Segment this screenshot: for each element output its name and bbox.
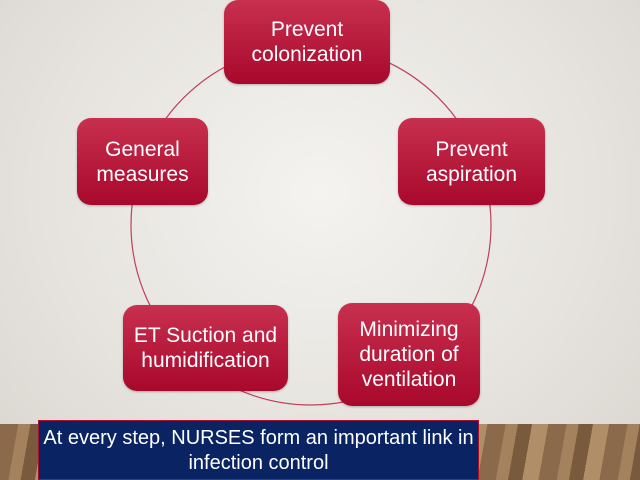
node-prevent-aspiration: Prevent aspiration bbox=[398, 118, 545, 205]
node-general-measures: General measures bbox=[77, 118, 208, 205]
node-prevent-colonization: Prevent colonization bbox=[224, 0, 390, 84]
node-et-suction: ET Suction and humidification bbox=[123, 305, 288, 391]
nurses-banner: At every step, NURSES form an important link in infection control bbox=[38, 420, 479, 480]
node-minimizing-duration: Minimizing duration of ventilation bbox=[338, 303, 480, 406]
